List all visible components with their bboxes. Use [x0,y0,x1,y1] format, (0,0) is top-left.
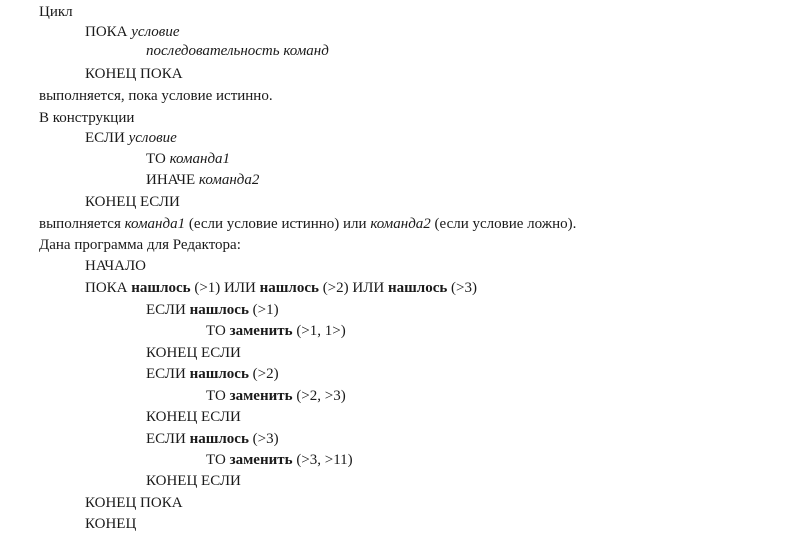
text-segment: выполняется [39,216,125,232]
text-segment: (>3) [248,431,279,447]
text-segment: выполняется, пока условие истинно. [39,88,273,104]
text-segment: ТО [206,452,230,468]
text-segment: ПОКА [85,280,132,296]
text-segment: нашлось [131,280,191,296]
text-line [146,471,241,491]
text-segment: ТО [206,323,230,339]
text-segment: ТО [146,151,170,167]
text-line [39,108,134,128]
text-line [146,407,241,427]
text-segment: команда1 [169,151,231,167]
text-line [85,128,177,148]
text-segment: нашлось [189,431,249,447]
text-segment: команда1 [124,216,186,232]
text-segment: НАЧАЛО [85,258,146,274]
text-segment: нашлось [387,280,448,296]
text-segment: (>1) [248,302,279,318]
text-segment: КОНЕЦ ЕСЛИ [146,409,241,425]
text-segment: (>3) [447,280,477,296]
text-line [85,64,183,84]
text-segment: команда2 [370,216,431,232]
text-segment: (>2, >3) [292,388,346,404]
text-line [206,321,346,341]
text-segment: команда2 [198,172,260,188]
text-segment: ИНАЧЕ [146,172,199,188]
text-line [39,86,273,106]
text-line [85,192,180,212]
text-line [146,41,329,61]
text-line [85,278,477,298]
text-segment: заменить [229,388,293,404]
text-segment: ЕСЛИ [146,431,190,447]
text-line [146,170,259,190]
text-segment: последовательность команд [146,43,329,59]
text-segment: Цикл [39,4,73,20]
text-segment: заменить [229,452,293,468]
text-line [39,2,73,22]
text-segment: условие [128,130,177,146]
text-segment: Дана программа для Редактора: [39,237,241,253]
text-segment: нашлось [189,302,249,318]
text-segment: условие [131,24,180,40]
text-segment: ЕСЛИ [85,130,129,146]
text-segment: ТО [206,388,230,404]
text-segment: (>1, 1>) [292,323,346,339]
text-segment: ПОКА [85,24,132,40]
text-segment: ЕСЛИ [146,366,190,382]
text-line [39,214,576,234]
text-line [85,256,146,276]
text-segment: КОНЕЦ ЕСЛИ [146,473,241,489]
text-segment: (если условие истинно) или [185,216,371,232]
text-line [146,149,230,169]
text-segment: (>2) ИЛИ [318,280,388,296]
text-segment: КОНЕЦ ПОКА [85,66,183,82]
text-line [206,450,353,470]
text-segment: заменить [229,323,293,339]
text-line [85,493,183,513]
text-segment: КОНЕЦ ЕСЛИ [146,345,241,361]
text-line [206,386,346,406]
text-segment: (>1) ИЛИ [190,280,260,296]
text-line [39,235,241,255]
text-segment: нашлось [189,366,249,382]
text-line [146,429,279,449]
text-segment: КОНЕЦ [85,516,137,532]
text-line [146,364,279,384]
text-segment: В конструкции [39,110,135,126]
text-line [85,514,136,534]
text-segment: (если условие ложно). [430,216,577,232]
text-segment: ЕСЛИ [146,302,190,318]
text-line [85,22,179,42]
text-line [146,343,241,363]
text-segment: нашлось [259,280,319,296]
text-segment: (>2) [248,366,279,382]
text-segment: (>3, >11) [292,452,353,468]
text-line [146,300,279,320]
text-segment: КОНЕЦ ЕСЛИ [85,194,180,210]
text-segment: КОНЕЦ ПОКА [85,495,183,511]
